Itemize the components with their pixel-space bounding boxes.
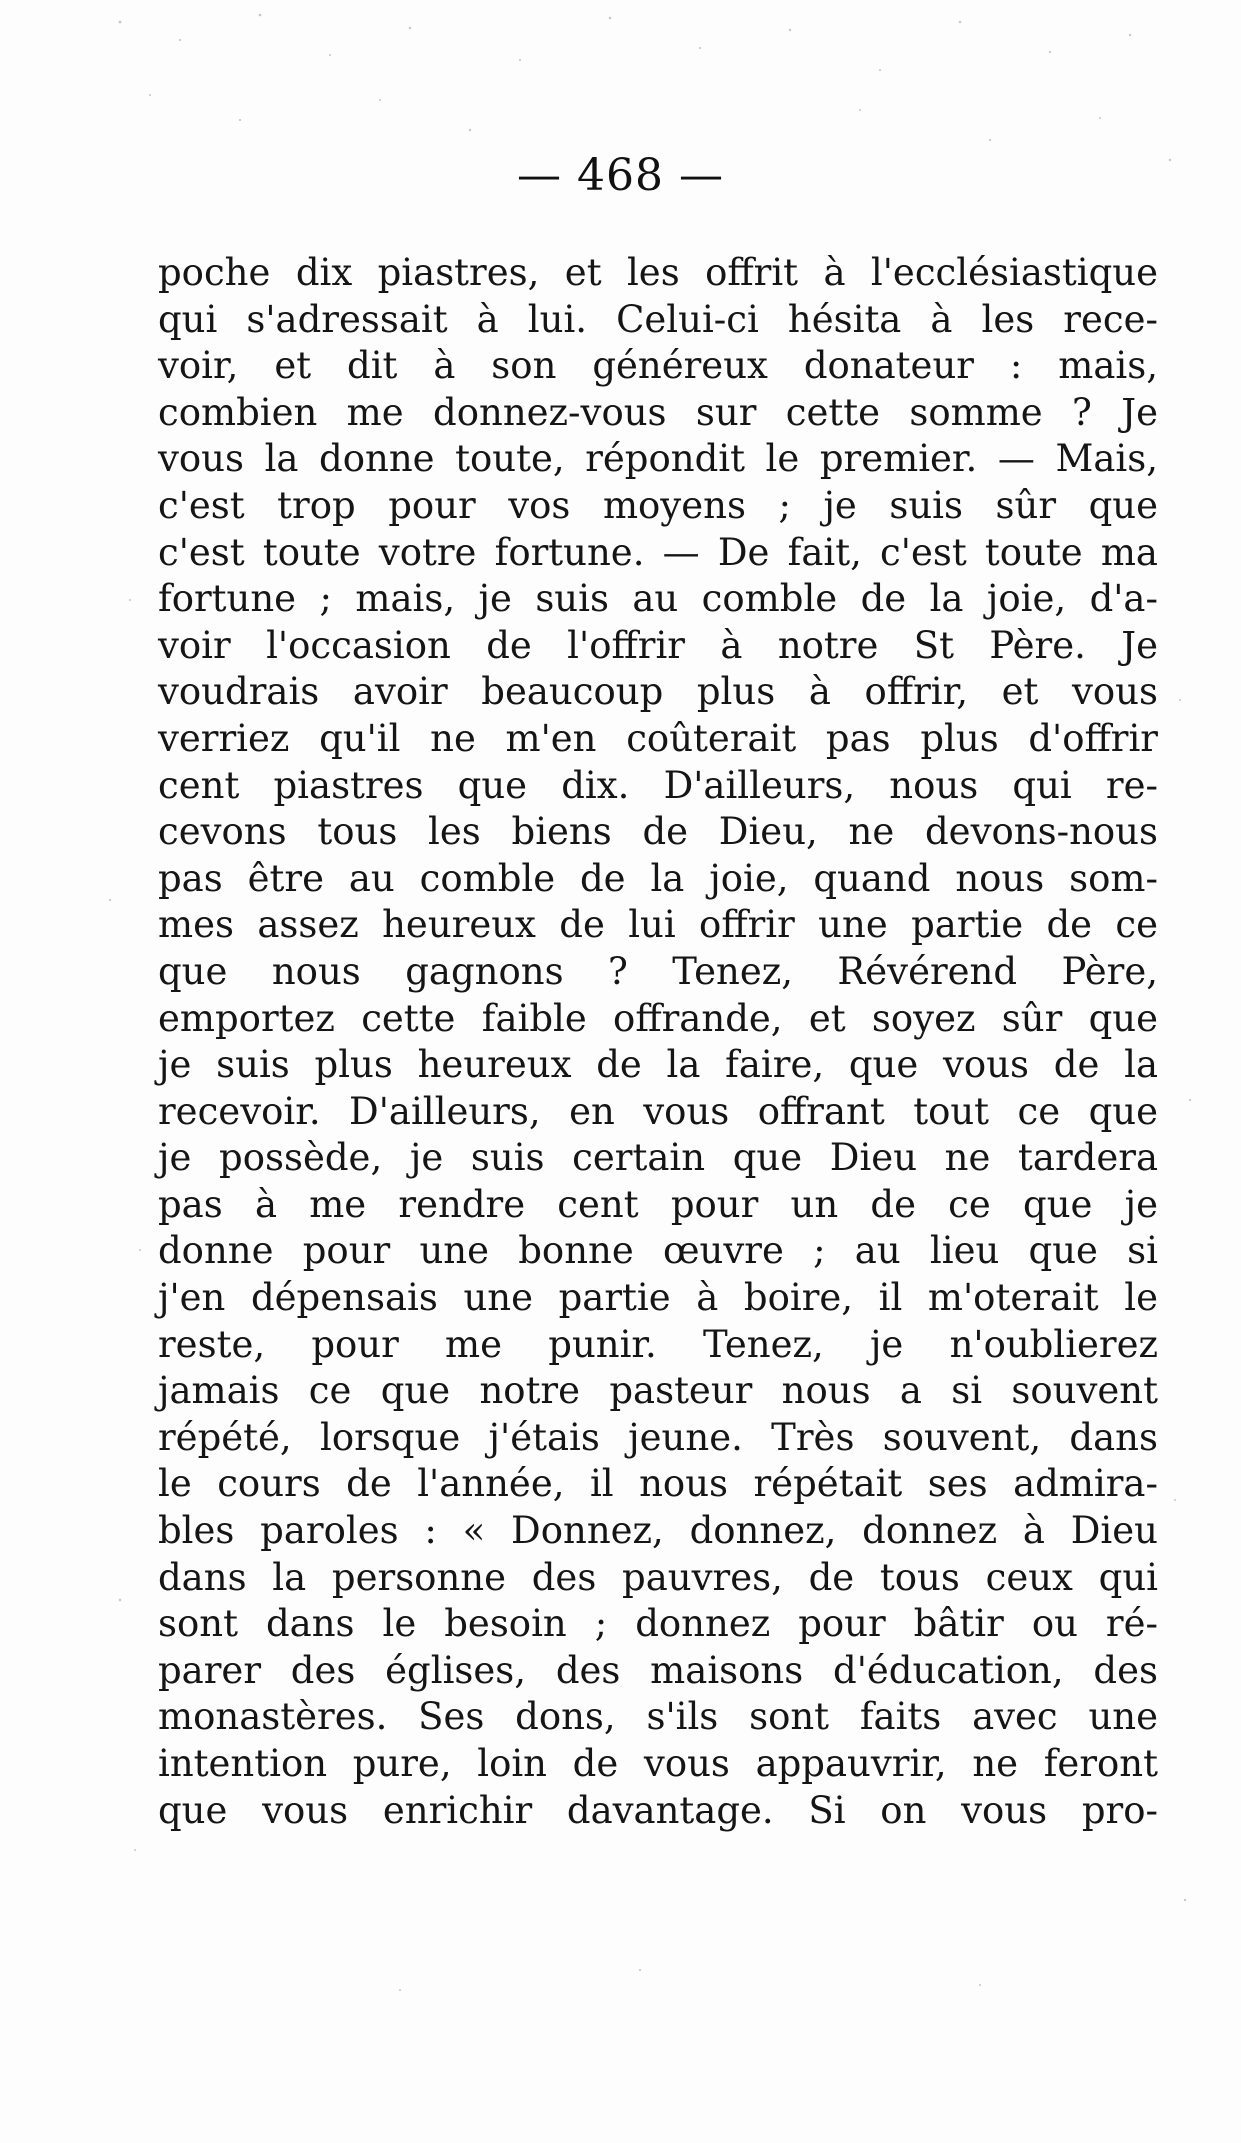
text-line: c'est toute votre fortune. — De fait, c'est toute ma bbox=[158, 530, 1158, 574]
text-line: le cours de l'année, il nous répétait ses admira- bbox=[158, 1462, 1158, 1506]
text-line: sont dans le besoin ; donnez pour bâtir ou ré- bbox=[158, 1602, 1158, 1646]
body-text bbox=[158, 250, 1158, 1834]
text-line: bles paroles : « Donnez, donnez, donnez à Dieu bbox=[158, 1509, 1158, 1553]
text-line: c'est trop pour vos moyens ; je suis sûr que bbox=[158, 483, 1158, 527]
text-line: fortune ; mais, je suis au comble de la joie, d'a- bbox=[158, 577, 1158, 621]
text-line: donne pour une bonne œuvre ; au lieu que si bbox=[158, 1229, 1158, 1273]
text-line: j'en dépensais une partie à boire, il m'oterait le bbox=[158, 1276, 1158, 1320]
text-line: pas à me rendre cent pour un de ce que je bbox=[158, 1182, 1158, 1226]
text-line: emportez cette faible offrande, et soyez sûr que bbox=[158, 996, 1158, 1040]
text-line: répété, lorsque j'étais jeune. Très souvent, dans bbox=[158, 1415, 1158, 1459]
text-line: jamais ce que notre pasteur nous a si souvent bbox=[158, 1369, 1158, 1413]
text-line: monastères. Ses dons, s'ils sont faits avec une bbox=[158, 1695, 1158, 1739]
text-line: cevons tous les biens de Dieu, ne devons-nous bbox=[158, 810, 1158, 854]
text-line: intention pure, loin de vous appauvrir, ne feront bbox=[158, 1742, 1158, 1785]
text-line: qui s'adressait à lui. Celui-ci hésita à les rece- bbox=[158, 297, 1158, 341]
text-line: que vous enrichir davantage. Si on vous pro- bbox=[158, 1788, 1158, 1832]
text-line: mes assez heureux de lui offrir une partie de ce bbox=[158, 903, 1158, 947]
text-line: cent piastres que dix. D'ailleurs, nous qui re- bbox=[158, 763, 1158, 807]
text-line: verriez qu'il ne m'en coûterait pas plus d'offrir bbox=[158, 716, 1158, 760]
text-line: poche dix piastres, et les offrit à l'ecclésiastique bbox=[158, 251, 1158, 294]
text-line: voir l'occasion de l'offrir à notre St Père. Je bbox=[158, 623, 1158, 667]
text-line: voudrais avoir beaucoup plus à offrir, et vous bbox=[158, 670, 1158, 714]
text-line: je suis plus heureux de la faire, que vous de la bbox=[158, 1043, 1158, 1087]
text-line: vous la donne toute, répondit le premier. — Mais, bbox=[158, 437, 1158, 481]
page-number: — 468 — bbox=[517, 150, 724, 201]
text-line: voir, et dit à son généreux donateur : mais, bbox=[158, 344, 1158, 388]
text-line: je possède, je suis certain que Dieu ne tardera bbox=[158, 1136, 1158, 1180]
text-line: que nous gagnons ? Tenez, Révérend Père, bbox=[158, 949, 1158, 993]
text-line: dans la personne des pauvres, de tous ceux qui bbox=[158, 1555, 1158, 1599]
text-line: parer des églises, des maisons d'éducation, des bbox=[158, 1648, 1158, 1692]
text-line: pas être au comble de la joie, quand nous som- bbox=[158, 856, 1158, 900]
text-line: reste, pour me punir. Tenez, je n'oublierez bbox=[158, 1322, 1158, 1366]
text-line: recevoir. D'ailleurs, en vous offrant tout ce que bbox=[158, 1089, 1158, 1133]
text-line: combien me donnez-vous sur cette somme ? Je bbox=[158, 390, 1158, 434]
